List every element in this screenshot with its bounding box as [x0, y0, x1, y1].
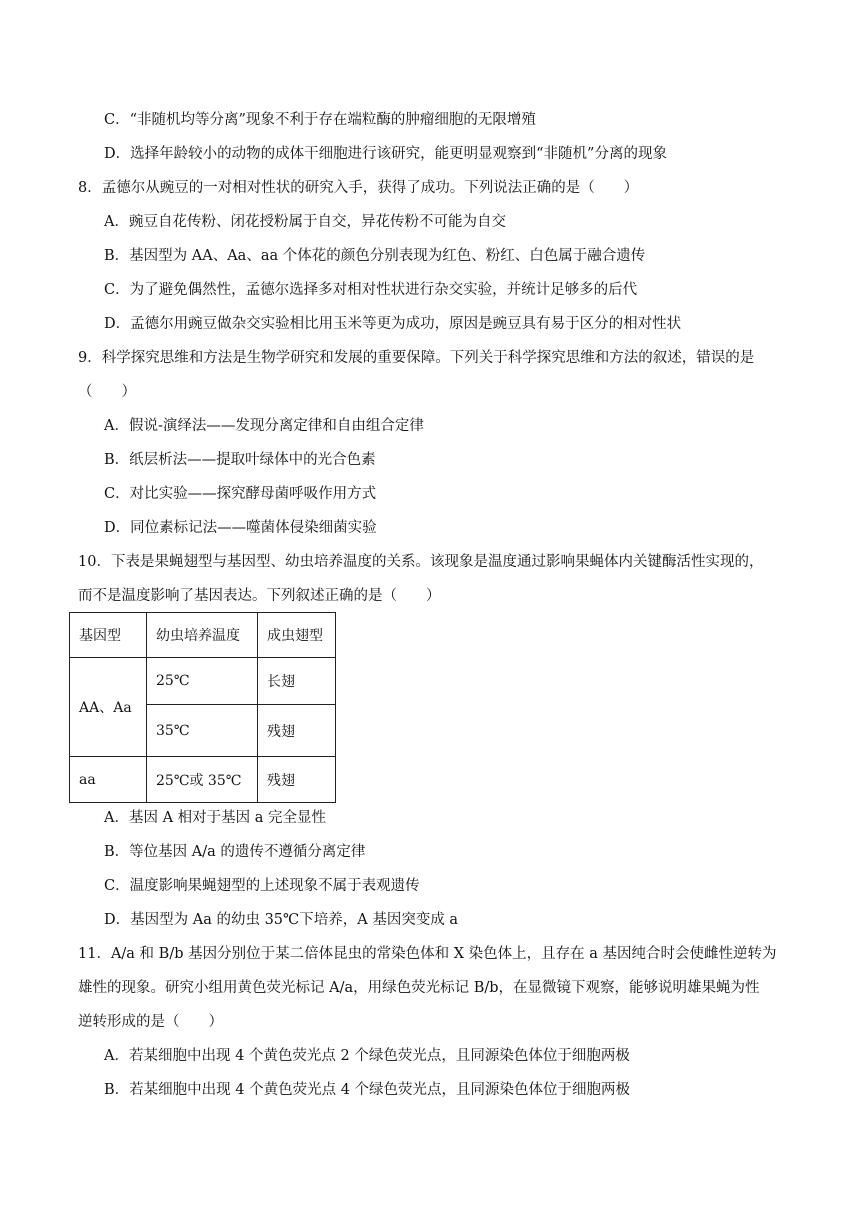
- table-cell-genotype-recessive: aa: [70, 757, 147, 803]
- genotype-table: [69, 612, 336, 803]
- table-header-temperature: 幼虫培养温度: [147, 613, 258, 658]
- q10-option-b: B．等位基因 A/a 的遗传不遵循分离定律: [104, 844, 366, 860]
- question-10-stem-cont: 而不是温度影响了基因表达。下列叙述正确的是（ ）: [78, 588, 441, 604]
- q11-option-a: A．若某细胞中出现 4 个黄色荧光点 2 个绿色荧光点，且同源染色体位于细胞两极: [104, 1048, 630, 1064]
- table-row: [70, 658, 336, 705]
- q9-option-a: A．假说-演绎法——发现分离定律和自由组合定律: [104, 418, 424, 434]
- table-cell-temp-either: 25℃或 35℃: [147, 757, 258, 803]
- q8-option-a: A．豌豆自花传粉、闭花授粉属于自交，异花传粉不可能为自交: [104, 214, 506, 230]
- q9-option-b: B．纸层析法——提取叶绿体中的光合色素: [104, 452, 376, 468]
- q10-option-c: C．温度影响果蝇翅型的上述现象不属于表观遗传: [104, 878, 420, 894]
- question-11-stem-cont: 雄性的现象。研究小组用黄色荧光标记 A/a，用绿色荧光标记 B/b，在显微镜下观察，能够说明雄果蝇为性: [78, 980, 760, 996]
- q9-option-d: D．同位素标记法——噬菌体侵染细菌实验: [104, 520, 377, 536]
- table-header-wing: 成虫翅型: [258, 613, 336, 658]
- q7-option-c: C．“非随机均等分离”现象不利于存在端粒酶的肿瘤细胞的无限增殖: [104, 112, 536, 128]
- q7-option-d: D．选择年龄较小的动物的成体干细胞进行该研究，能更明显观察到“非随机”分离的现象: [104, 146, 667, 162]
- question-9-stem-cont: （ ）: [78, 384, 136, 400]
- q9-option-c: C．对比实验——探究酵母菌呼吸作用方式: [104, 486, 377, 502]
- table-cell-wing-vestigial: 残翅: [258, 705, 336, 757]
- q10-option-a: A．基因 A 相对于基因 a 完全显性: [104, 810, 327, 826]
- q8-option-c: C．为了避免偶然性，孟德尔选择多对相对性状进行杂交实验，并统计足够多的后代: [104, 282, 638, 298]
- table-cell-wing-long: 长翅: [258, 658, 336, 705]
- question-11-stem-cont2: 逆转形成的是（ ）: [78, 1014, 223, 1030]
- table-row: [70, 757, 336, 803]
- table-cell-temp-25: 25℃: [147, 658, 258, 705]
- question-11-stem: 11．A/a 和 B/b 基因分别位于某二倍体昆虫的常染色体和 X 染色体上，且存在 a 基因纯合时会使雌性逆转为: [78, 946, 777, 962]
- question-8-stem: 8．孟德尔从豌豆的一对相对性状的研究入手，获得了成功。下列说法正确的是（ ）: [78, 180, 639, 196]
- q8-option-b: B．基因型为 AA、Aa、aa 个体花的颜色分别表现为红色、粉红、白色属于融合遗传: [104, 248, 646, 264]
- table-header-row: [70, 613, 336, 658]
- q11-option-b: B．若某细胞中出现 4 个黄色荧光点 4 个绿色荧光点，且同源染色体位于细胞两极: [104, 1082, 631, 1098]
- table-cell-genotype-dominant: AA、Aa: [70, 658, 147, 757]
- question-10-stem: 10．下表是果蝇翅型与基因型、幼虫培养温度的关系。该现象是温度通过影响果蝇体内关键酶活性实现的，: [78, 554, 764, 570]
- q8-option-d: D．孟德尔用豌豆做杂交实验相比用玉米等更为成功，原因是豌豆具有易于区分的相对性状: [104, 316, 682, 332]
- table-cell-wing-vestigial: 残翅: [258, 757, 336, 803]
- q10-option-d: D．基因型为 Aa 的幼虫 35℃下培养，A 基因突变成 a: [104, 912, 459, 928]
- table-cell-temp-35: 35℃: [147, 705, 258, 757]
- table-header-genotype: 基因型: [70, 613, 147, 658]
- question-9-stem: 9．科学探究思维和方法是生物学研究和发展的重要保障。下列关于科学探究思维和方法的叙述，错误的是: [78, 350, 755, 366]
